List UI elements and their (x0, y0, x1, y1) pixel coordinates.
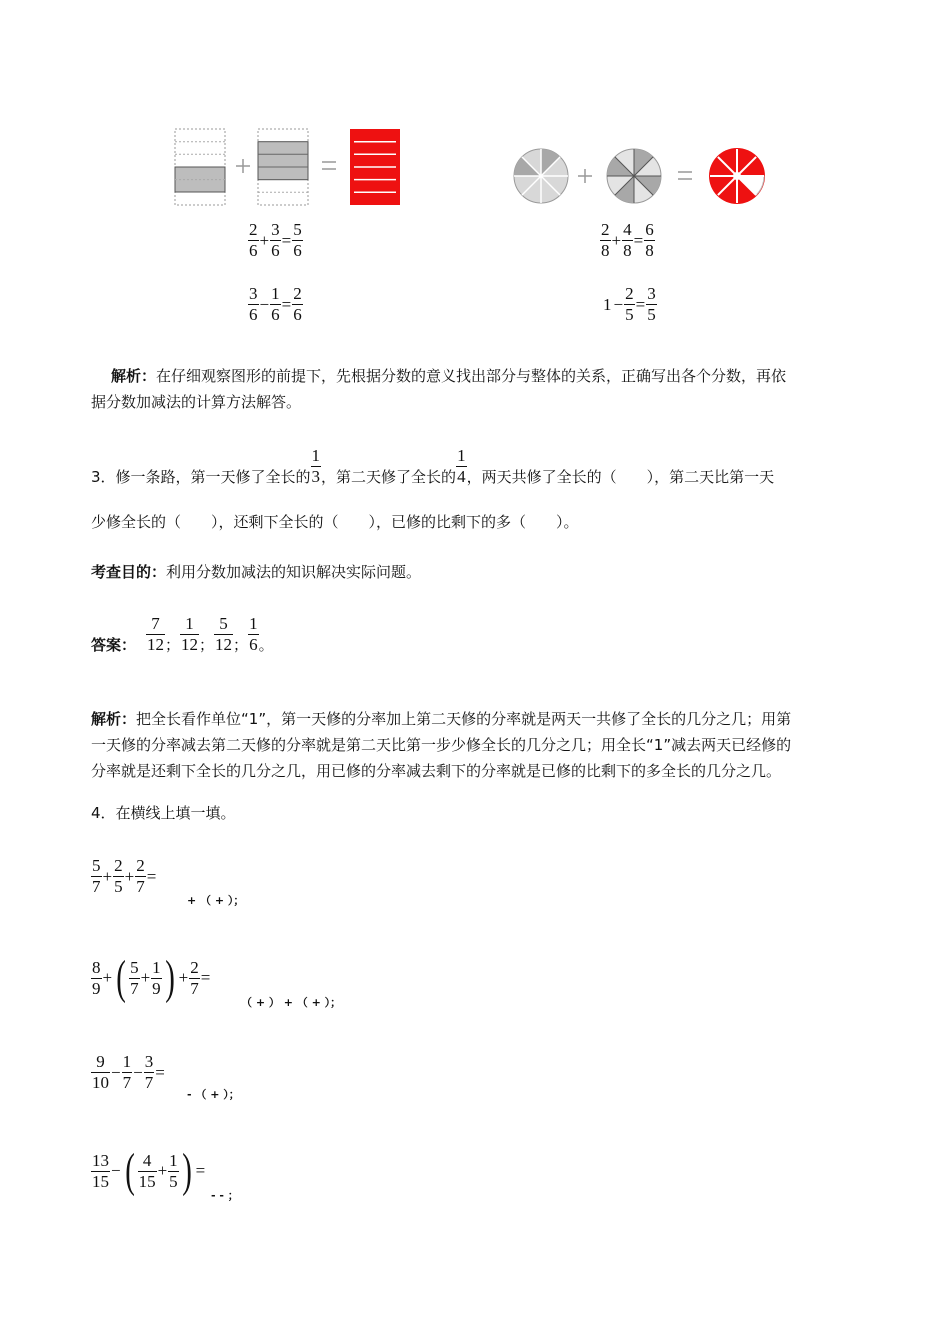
operator: = (200, 968, 211, 987)
rect-fraction-diagram (170, 126, 410, 210)
operator: + (611, 230, 622, 250)
denominator: 12 (147, 635, 165, 654)
rect-five-sixths-red (350, 129, 400, 205)
fraction (311, 446, 322, 487)
answer-line: 答案： $\frac{7}{12}$ ； $\frac{1}{12}$ ； $\frac{5}{12}$ ； $\frac{1}{6}$ 。 (91, 614, 274, 654)
numerator: 1 (122, 1052, 132, 1071)
denominator: 7 (122, 1073, 132, 1092)
fraction (248, 220, 259, 261)
denominator: 6 (271, 241, 280, 260)
purpose-line: 考查目的：利用分数加减法的知识解决实际问题。 (91, 563, 422, 581)
numerator: 5 (219, 614, 228, 633)
fraction (135, 856, 146, 897)
fraction (151, 958, 162, 999)
fraction (622, 220, 633, 261)
denominator: 8 (645, 241, 654, 260)
operator: + (157, 1161, 168, 1180)
operator: = (195, 1161, 206, 1180)
numerator: 1 (169, 1150, 178, 1170)
denominator: 12 (215, 635, 233, 654)
fraction (91, 856, 102, 897)
numerator: 5 (130, 957, 139, 977)
operator: + (124, 866, 135, 886)
operator: = (633, 230, 644, 250)
numerator: 6 (645, 220, 654, 239)
analysis-paragraph-2: 解析：把全长看作单位“1”，第一天修的分率加上第二天修的分率就是两天一共修了全长的几分之几；用第 一天修的分率减去第二天修的分率就是第二天比第一步少修全长的几分之几；用全长“1”减去两天已经修的 分率就是还剩下全长的几分之几，用已修的分率减去剩下的分率就是已修的比剩下的多全长的几分之几。 (91, 710, 792, 780)
numerator: 13 (92, 1150, 109, 1170)
numerator: 1 (185, 614, 194, 633)
denominator: 7 (92, 877, 101, 896)
fraction (248, 614, 259, 655)
analysis-label: 解析： (91, 710, 137, 728)
denominator: 10 (92, 1073, 109, 1092)
fraction (189, 958, 200, 999)
parenthesis: ) (164, 951, 175, 1004)
question-3-line-2: 少修全长的（ ），还剩下全长的（ ），已修的比剩下的多（ ）。 (91, 513, 579, 531)
exercise-4 (91, 1144, 239, 1202)
fraction (292, 220, 303, 261)
operator: + (102, 968, 113, 987)
fraction (624, 284, 635, 325)
circle-figure-group (508, 144, 773, 210)
parenthesis: ) (181, 1144, 192, 1197)
equals-sign (322, 162, 336, 169)
numerator: 2 (625, 284, 634, 303)
plus-sign (578, 169, 592, 183)
answer-blank: - （ + ）； (187, 1088, 240, 1101)
numerator: 3 (647, 284, 656, 303)
exercise-1 (91, 856, 245, 907)
equals-sign (678, 172, 692, 179)
numerator: 1 (271, 284, 280, 303)
analysis-paragraph-1-line-2: 据分数加减法的计算方法解答。 (91, 393, 302, 411)
operator: − (613, 294, 624, 314)
denominator: 3 (311, 467, 321, 486)
fraction (144, 1052, 155, 1093)
numerator: 8 (92, 957, 101, 977)
rect-equation-1 (248, 220, 303, 261)
denominator: 5 (169, 1171, 178, 1191)
circle-equation-1 (600, 220, 655, 261)
denominator: 6 (293, 305, 302, 324)
denominator: 12 (181, 635, 199, 654)
circle-equation-2 (602, 284, 657, 325)
fraction (113, 856, 124, 897)
fraction (600, 220, 611, 261)
purpose-label: 考查目的： (91, 563, 167, 581)
denominator: 15 (92, 1171, 109, 1191)
exercise-3 (91, 1052, 240, 1101)
numerator: 7 (151, 614, 160, 633)
numerator: 4 (623, 220, 632, 239)
numerator: 2 (114, 856, 123, 875)
operator: 1 (603, 294, 612, 314)
operator: − (111, 1062, 121, 1082)
circle-two-eighths (514, 149, 568, 203)
operator: − (259, 294, 270, 314)
exercise-2 (91, 951, 342, 1009)
analysis-paragraph-1: 解析：在仔细观察图形的前提下，先根据分数的意义找出部分与整体的关系，正确写出各个分数，再依 (111, 367, 787, 385)
numerator: 3 (271, 220, 280, 239)
fraction (138, 1151, 157, 1192)
fraction (180, 614, 199, 655)
operator: + (140, 968, 151, 987)
rect-figure-group (170, 126, 410, 210)
circle-four-eighths (607, 149, 661, 203)
denominator: 6 (249, 635, 258, 654)
denominator: 9 (92, 978, 101, 998)
analysis-label: 解析： (111, 367, 157, 385)
denominator: 8 (623, 241, 632, 260)
numerator: 5 (92, 856, 101, 875)
fraction (646, 284, 657, 325)
denominator: 6 (249, 305, 258, 324)
denominator: 6 (293, 241, 302, 260)
circle-six-eighths-red (709, 148, 765, 204)
numerator: 1 (311, 446, 321, 465)
fraction (129, 958, 140, 999)
parenthesis: ( (116, 951, 126, 1004)
operator: − (133, 1062, 143, 1082)
numerator: 1 (249, 614, 258, 633)
fraction (644, 220, 655, 261)
answer-blank: + （ + ）； (187, 894, 245, 907)
operator: + (259, 230, 270, 250)
denominator: 4 (457, 467, 466, 486)
numerator: 1 (152, 957, 161, 977)
denominator: 6 (271, 305, 280, 324)
answer-blank: - - ； (211, 1189, 239, 1202)
rect-equation-2 (248, 284, 303, 325)
denominator: 7 (130, 978, 139, 998)
answer-blank: （ + ） + （ + ）； (241, 996, 342, 1009)
numerator: 2 (190, 957, 199, 977)
numerator: 5 (293, 220, 302, 239)
operator: = (281, 294, 292, 314)
fraction (270, 220, 281, 261)
fraction (248, 284, 259, 325)
numerator: 2 (249, 220, 258, 239)
numerator: 3 (144, 1052, 154, 1071)
fraction (146, 614, 165, 655)
fraction (270, 284, 281, 325)
denominator: 8 (601, 241, 610, 260)
question-4-title: 4．在横线上填一填。 (91, 804, 236, 822)
operator: − (111, 1161, 121, 1180)
fraction (456, 446, 467, 487)
fraction (168, 1151, 179, 1192)
operator: = (155, 1062, 165, 1082)
operator: + (102, 866, 113, 886)
denominator: 9 (152, 978, 161, 998)
denominator: 7 (144, 1073, 154, 1092)
operator: = (281, 230, 292, 250)
numerator: 3 (249, 284, 258, 303)
numerator: 9 (96, 1052, 105, 1071)
denominator: 7 (136, 877, 145, 896)
rect-three-sixths (258, 129, 308, 205)
fraction (91, 1151, 110, 1192)
fraction (292, 284, 303, 325)
numerator: 1 (457, 446, 466, 465)
fraction (91, 958, 102, 999)
numerator: 2 (601, 220, 610, 239)
circle-fraction-diagram (508, 144, 773, 210)
denominator: 5 (625, 305, 634, 324)
numerator: 2 (136, 856, 145, 875)
fraction (122, 1052, 133, 1093)
operator: = (146, 866, 157, 886)
rect-two-sixths (175, 129, 225, 205)
denominator: 5 (647, 305, 656, 324)
denominator: 5 (114, 877, 123, 896)
operator: = (635, 294, 646, 314)
parenthesis: ( (124, 1144, 135, 1197)
fraction (214, 614, 233, 655)
operator: + (178, 968, 189, 987)
numerator: 2 (293, 284, 302, 303)
denominator: 7 (190, 978, 199, 998)
denominator: 15 (138, 1171, 156, 1191)
answer-label: 答案： (91, 636, 137, 654)
question-3-line-1: 3．修一条路，第一天修了全长的 $\frac{1}{3}$ ，第二天修了全长的 $\frac{1}{4}$ ，两天共修了全长的（ ），第二天比第一天 (91, 446, 775, 486)
denominator: 6 (249, 241, 258, 260)
numerator: 4 (142, 1150, 152, 1170)
fraction (91, 1052, 110, 1093)
plus-sign (236, 159, 250, 173)
